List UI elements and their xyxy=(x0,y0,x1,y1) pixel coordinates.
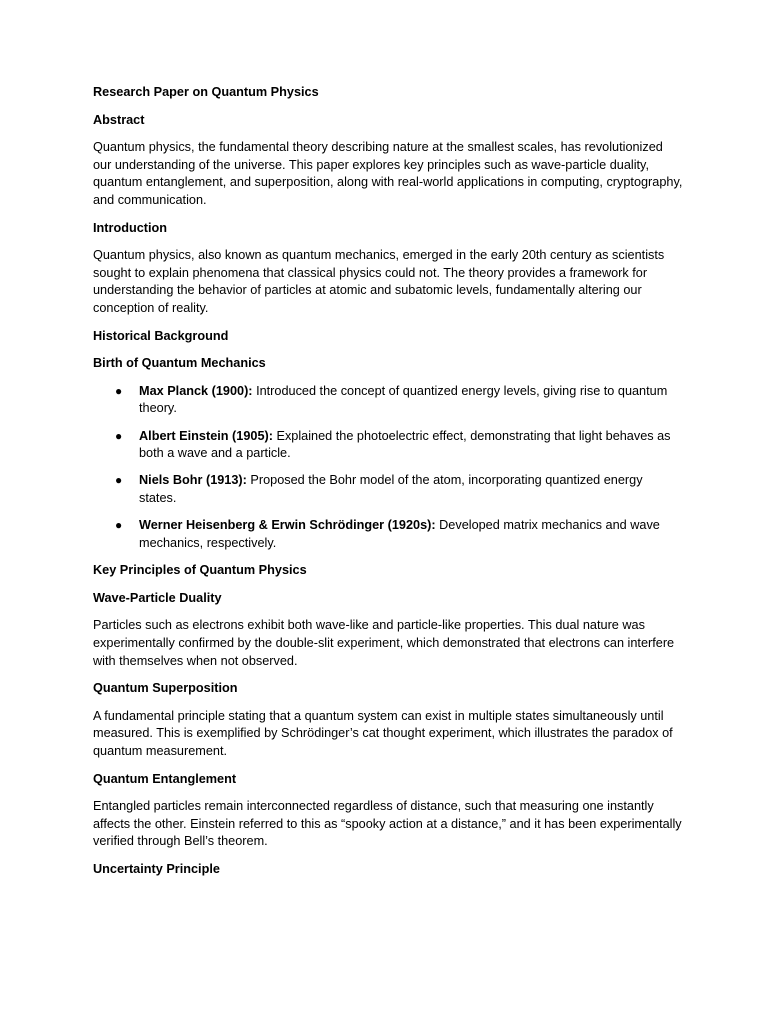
key-principles-heading: Key Principles of Quantum Physics xyxy=(93,563,307,578)
document-title: Research Paper on Quantum Physics xyxy=(93,85,319,99)
document-page xyxy=(93,84,683,889)
abstract-heading: Abstract xyxy=(93,112,145,127)
introduction-text: Quantum physics, also known as quantum mechanics, emerged in the early 20th century as scientists sought to explain phenomena that classical physics could not. The theory provides a framework for understanding the behavior of particles at atomic and subatomic levels, fundamentally altering our conception of reality. xyxy=(93,248,665,315)
bullet-text: Introduced the concept of quantized energy levels, giving rise to quantum theory. xyxy=(139,383,668,416)
bullet-text: Explained the photoelectric effect, demonstrating that light behaves as both a wave and a particle. xyxy=(139,428,671,461)
list-item xyxy=(93,428,683,463)
quantum-entanglement-text: Entangled particles remain interconnected regardless of distance, such that measuring one instantly affects the other. Einstein referred to this as “spooky action at a distance,” and it has been experimentally verified through Bell’s theorem. xyxy=(93,799,682,849)
bullet-lead: Albert Einstein (1905): xyxy=(139,428,273,443)
abstract-text: Quantum physics, the fundamental theory describing nature at the smallest scales, has revolutionized our understanding of the universe. This paper explores key principles such as wave-particle duality, quantum entanglement, and superposition, along with real-world applications in computing, cryptography, and communication. xyxy=(93,140,683,207)
historical-background-heading: Historical Background xyxy=(93,328,229,343)
bullet-text: Developed matrix mechanics and wave mechanics, respectively. xyxy=(139,518,660,550)
bullet-lead: Max Planck (1900): xyxy=(139,383,253,398)
list-item xyxy=(93,383,683,418)
bullet-lead: Werner Heisenberg & Erwin Schrödinger (1920s): xyxy=(139,518,436,533)
birth-of-quantum-mechanics-heading: Birth of Quantum Mechanics xyxy=(93,356,266,371)
bullet-icon: ● xyxy=(115,473,123,488)
wave-particle-duality-heading: Wave-Particle Duality xyxy=(93,590,222,605)
introduction-heading: Introduction xyxy=(93,220,167,235)
bullet-lead: Niels Bohr (1913): xyxy=(139,473,247,488)
bullet-icon: ● xyxy=(115,518,123,533)
list-item xyxy=(93,472,683,507)
bullet-icon: ● xyxy=(115,428,123,443)
list-item xyxy=(93,517,683,552)
quantum-superposition-text: A fundamental principle stating that a quantum system can exist in multiple states simultaneously until measured. This is exemplified by Schrödinger’s cat thought experiment, which illustrates the paradox of quantum measurement. xyxy=(93,708,673,758)
wave-particle-duality-text: Particles such as electrons exhibit both wave-like and particle-like properties. This dual nature was experimentally confirmed by the double-slit experiment, which demonstrated that electrons can interfere with themselves when not observed. xyxy=(93,618,675,668)
history-bullet-list xyxy=(93,383,683,553)
bullet-icon: ● xyxy=(115,383,123,398)
quantum-entanglement-heading: Quantum Entanglement xyxy=(93,771,237,786)
bullet-text: Proposed the Bohr model of the atom, incorporating quantized energy states. xyxy=(139,473,643,505)
quantum-superposition-heading: Quantum Superposition xyxy=(93,681,238,696)
uncertainty-principle-heading: Uncertainty Principle xyxy=(93,861,220,876)
